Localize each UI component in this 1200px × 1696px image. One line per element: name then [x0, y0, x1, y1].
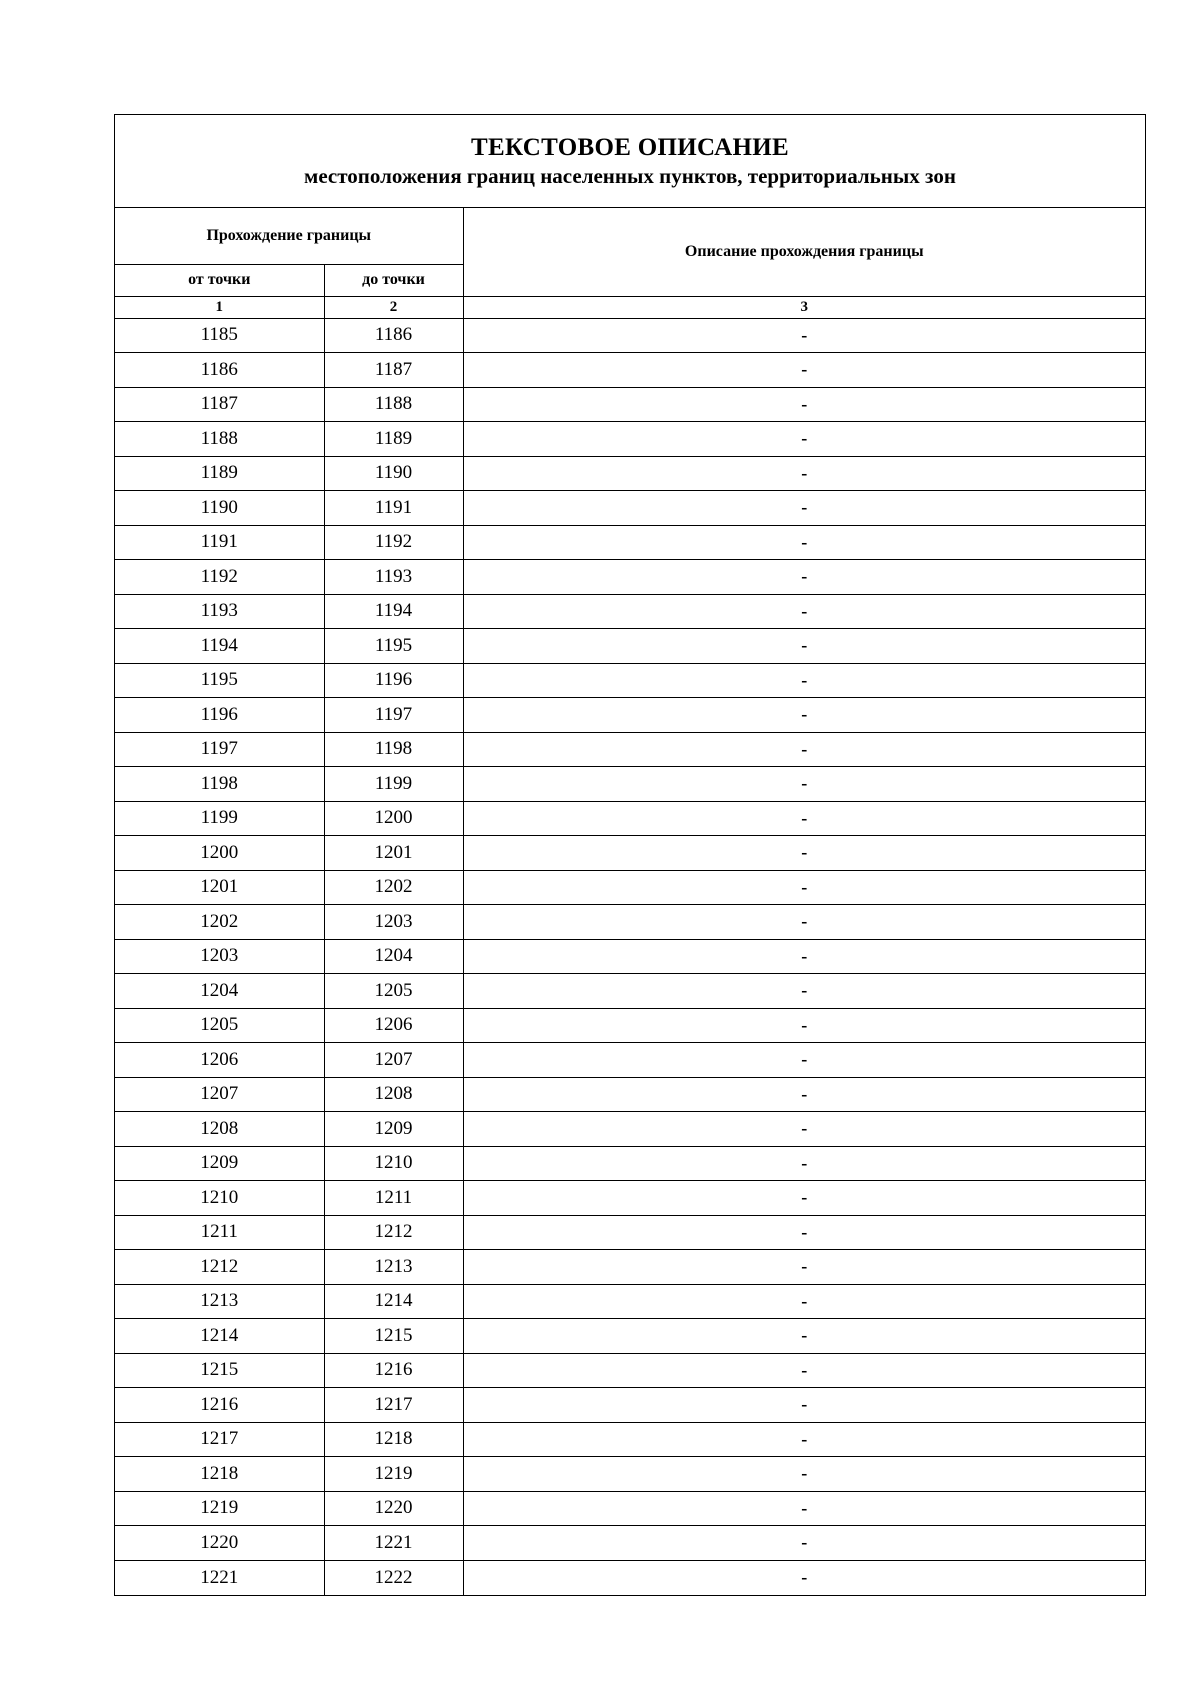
- cell-description: -: [463, 1388, 1145, 1423]
- cell-from-point: 1221: [115, 1560, 324, 1595]
- table-row: [115, 387, 1145, 422]
- cell-to-point: 1189: [324, 422, 463, 457]
- cell-to-point: 1217: [324, 1388, 463, 1423]
- table-row: [115, 1112, 1145, 1147]
- cell-to-point: 1216: [324, 1353, 463, 1388]
- document-subtitle: местоположения границ населенных пунктов, территориальных зон: [304, 164, 956, 188]
- cell-to-point: 1191: [324, 491, 463, 526]
- cell-to-point: 1200: [324, 801, 463, 836]
- table-row: [115, 1560, 1145, 1595]
- table-row: [115, 974, 1145, 1009]
- cell-to-point: 1205: [324, 974, 463, 1009]
- cell-description: -: [463, 1112, 1145, 1147]
- cell-to-point: 1212: [324, 1215, 463, 1250]
- cell-to-point: 1187: [324, 353, 463, 388]
- column-number-2: 2: [324, 296, 463, 318]
- cell-from-point: 1219: [115, 1491, 324, 1526]
- cell-to-point: 1218: [324, 1422, 463, 1457]
- cell-from-point: 1187: [115, 387, 324, 422]
- cell-from-point: 1192: [115, 560, 324, 595]
- cell-description: -: [463, 1181, 1145, 1216]
- cell-from-point: 1199: [115, 801, 324, 836]
- cell-to-point: 1219: [324, 1457, 463, 1492]
- cell-from-point: 1212: [115, 1250, 324, 1285]
- cell-description: -: [463, 594, 1145, 629]
- table-row: [115, 629, 1145, 664]
- cell-description: -: [463, 1215, 1145, 1250]
- header-description: Описание прохождения границы: [463, 208, 1145, 296]
- cell-description: -: [463, 836, 1145, 871]
- cell-description: -: [463, 387, 1145, 422]
- table-row: [115, 594, 1145, 629]
- cell-from-point: 1217: [115, 1422, 324, 1457]
- header-to-point: до точки: [324, 264, 463, 296]
- cell-to-point: 1207: [324, 1043, 463, 1078]
- cell-description: -: [463, 353, 1145, 388]
- cell-to-point: 1214: [324, 1284, 463, 1319]
- cell-from-point: 1196: [115, 698, 324, 733]
- cell-from-point: 1213: [115, 1284, 324, 1319]
- cell-to-point: 1196: [324, 663, 463, 698]
- cell-description: -: [463, 732, 1145, 767]
- cell-description: -: [463, 1008, 1145, 1043]
- cell-to-point: 1201: [324, 836, 463, 871]
- document-title: ТЕКСТОВОЕ ОПИСАНИЕ: [471, 134, 789, 161]
- cell-from-point: 1197: [115, 732, 324, 767]
- cell-description: -: [463, 422, 1145, 457]
- cell-from-point: 1206: [115, 1043, 324, 1078]
- cell-description: -: [463, 698, 1145, 733]
- cell-to-point: 1222: [324, 1560, 463, 1595]
- cell-to-point: 1186: [324, 318, 463, 353]
- table-row: [115, 663, 1145, 698]
- table-row: [115, 1284, 1145, 1319]
- table-row: [115, 698, 1145, 733]
- table-row: [115, 1008, 1145, 1043]
- table-row: [115, 1181, 1145, 1216]
- table-row: [115, 1319, 1145, 1354]
- table-row: [115, 1250, 1145, 1285]
- title-block: [115, 115, 1145, 208]
- cell-description: -: [463, 1457, 1145, 1492]
- cell-from-point: 1204: [115, 974, 324, 1009]
- cell-description: -: [463, 1043, 1145, 1078]
- cell-from-point: 1194: [115, 629, 324, 664]
- cell-from-point: 1203: [115, 939, 324, 974]
- table-row: [115, 491, 1145, 526]
- table-row: [115, 1491, 1145, 1526]
- cell-from-point: 1186: [115, 353, 324, 388]
- table-row: [115, 1457, 1145, 1492]
- table-row: [115, 732, 1145, 767]
- cell-from-point: 1210: [115, 1181, 324, 1216]
- cell-description: -: [463, 1526, 1145, 1561]
- cell-description: -: [463, 1560, 1145, 1595]
- cell-description: -: [463, 1250, 1145, 1285]
- cell-from-point: 1189: [115, 456, 324, 491]
- cell-description: -: [463, 870, 1145, 905]
- table-row: [115, 905, 1145, 940]
- table-row: [115, 1215, 1145, 1250]
- cell-to-point: 1208: [324, 1077, 463, 1112]
- boundary-table: [115, 208, 1145, 1595]
- cell-to-point: 1197: [324, 698, 463, 733]
- cell-to-point: 1204: [324, 939, 463, 974]
- cell-from-point: 1202: [115, 905, 324, 940]
- cell-from-point: 1209: [115, 1146, 324, 1181]
- table-row: [115, 1422, 1145, 1457]
- cell-to-point: 1210: [324, 1146, 463, 1181]
- cell-to-point: 1206: [324, 1008, 463, 1043]
- cell-to-point: 1202: [324, 870, 463, 905]
- cell-from-point: 1195: [115, 663, 324, 698]
- cell-description: -: [463, 1146, 1145, 1181]
- table-row: [115, 560, 1145, 595]
- cell-description: -: [463, 1319, 1145, 1354]
- cell-from-point: 1191: [115, 525, 324, 560]
- cell-from-point: 1215: [115, 1353, 324, 1388]
- cell-from-point: 1188: [115, 422, 324, 457]
- cell-description: -: [463, 1422, 1145, 1457]
- table-row: [115, 456, 1145, 491]
- cell-description: -: [463, 801, 1145, 836]
- table-row: [115, 422, 1145, 457]
- cell-description: -: [463, 560, 1145, 595]
- cell-from-point: 1214: [115, 1319, 324, 1354]
- cell-description: -: [463, 939, 1145, 974]
- cell-to-point: 1193: [324, 560, 463, 595]
- cell-to-point: 1194: [324, 594, 463, 629]
- cell-from-point: 1207: [115, 1077, 324, 1112]
- table-row: [115, 1526, 1145, 1561]
- table-row: [115, 1146, 1145, 1181]
- header-passage: Прохождение границы: [115, 208, 463, 264]
- table-row: [115, 1353, 1145, 1388]
- cell-description: -: [463, 629, 1145, 664]
- table-row: [115, 525, 1145, 560]
- cell-to-point: 1211: [324, 1181, 463, 1216]
- boundary-description-document: [114, 114, 1146, 1596]
- table-row: [115, 1077, 1145, 1112]
- cell-description: -: [463, 905, 1145, 940]
- cell-to-point: 1192: [324, 525, 463, 560]
- cell-from-point: 1201: [115, 870, 324, 905]
- table-row: [115, 767, 1145, 802]
- table-row: [115, 870, 1145, 905]
- cell-to-point: 1203: [324, 905, 463, 940]
- cell-to-point: 1190: [324, 456, 463, 491]
- cell-to-point: 1220: [324, 1491, 463, 1526]
- cell-description: -: [463, 491, 1145, 526]
- cell-description: -: [463, 663, 1145, 698]
- cell-description: -: [463, 974, 1145, 1009]
- cell-to-point: 1209: [324, 1112, 463, 1147]
- cell-from-point: 1200: [115, 836, 324, 871]
- cell-to-point: 1213: [324, 1250, 463, 1285]
- cell-from-point: 1216: [115, 1388, 324, 1423]
- column-number-3: 3: [463, 296, 1145, 318]
- table-row: [115, 318, 1145, 353]
- cell-description: -: [463, 1284, 1145, 1319]
- cell-from-point: 1205: [115, 1008, 324, 1043]
- cell-description: -: [463, 767, 1145, 802]
- cell-description: -: [463, 1077, 1145, 1112]
- header-from-point: от точки: [115, 264, 324, 296]
- table-row: [115, 939, 1145, 974]
- cell-from-point: 1208: [115, 1112, 324, 1147]
- table-body: [115, 318, 1145, 1595]
- cell-to-point: 1221: [324, 1526, 463, 1561]
- cell-from-point: 1211: [115, 1215, 324, 1250]
- table-row: [115, 1043, 1145, 1078]
- cell-description: -: [463, 525, 1145, 560]
- cell-to-point: 1198: [324, 732, 463, 767]
- cell-from-point: 1190: [115, 491, 324, 526]
- table-row: [115, 353, 1145, 388]
- cell-to-point: 1188: [324, 387, 463, 422]
- table-row: [115, 801, 1145, 836]
- cell-from-point: 1185: [115, 318, 324, 353]
- cell-to-point: 1199: [324, 767, 463, 802]
- cell-from-point: 1193: [115, 594, 324, 629]
- cell-description: -: [463, 456, 1145, 491]
- cell-description: -: [463, 318, 1145, 353]
- cell-description: -: [463, 1353, 1145, 1388]
- cell-from-point: 1220: [115, 1526, 324, 1561]
- table-row: [115, 1388, 1145, 1423]
- column-number-1: 1: [115, 296, 324, 318]
- table-row: [115, 836, 1145, 871]
- cell-from-point: 1218: [115, 1457, 324, 1492]
- cell-description: -: [463, 1491, 1145, 1526]
- cell-to-point: 1195: [324, 629, 463, 664]
- cell-to-point: 1215: [324, 1319, 463, 1354]
- cell-from-point: 1198: [115, 767, 324, 802]
